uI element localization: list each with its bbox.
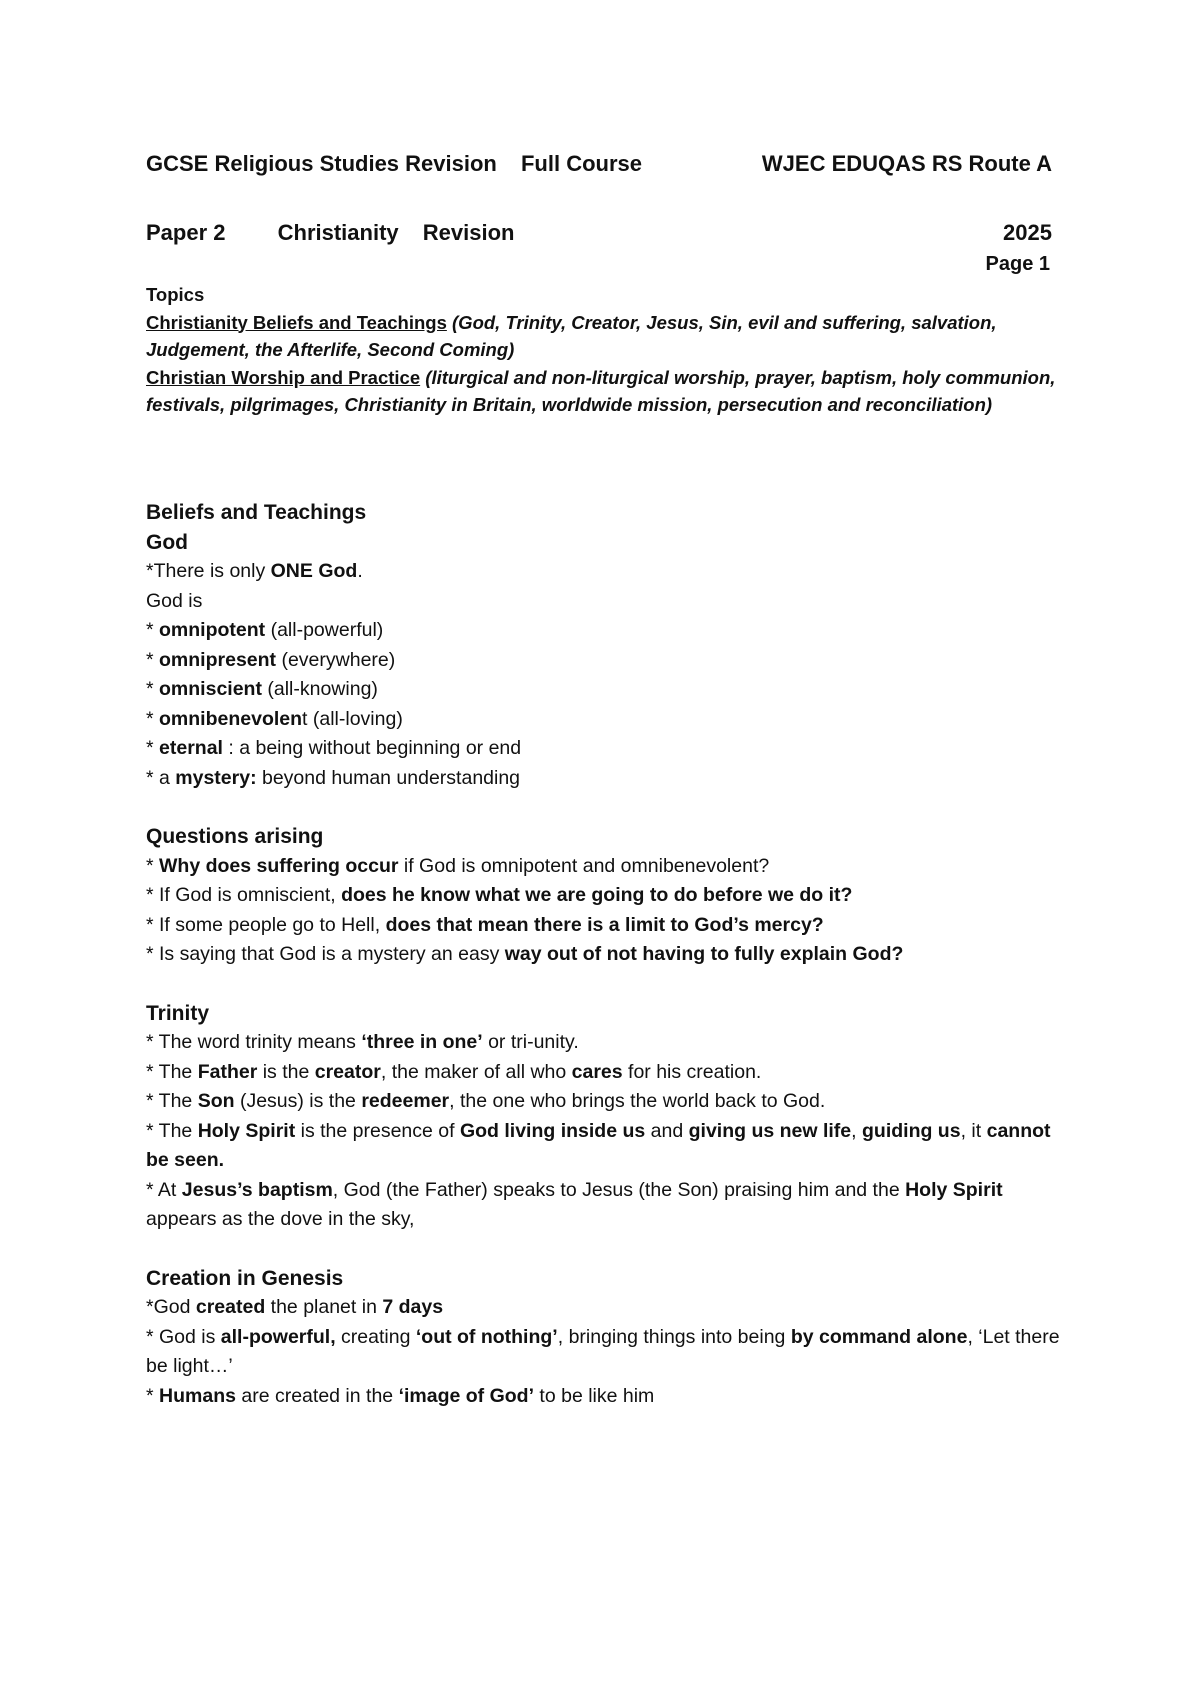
god-line: * omniscient (all-knowing) — [146, 678, 378, 700]
topic-worship-detail: (liturgical and non-liturgical worship, prayer, baptism, holy communion, festivals, pilgrimages, Christianity in Britain, worldwide mission, persecution and reconciliation) — [146, 366, 1056, 415]
creation-line: * God is all-powerful, creating ‘out of nothing’, bringing things into being by command alone, ‘Let there be light…’ — [146, 1325, 1060, 1377]
god-line: God is — [146, 589, 203, 612]
course-scope: Full Course — [520, 151, 642, 176]
topic-beliefs — [146, 309, 1056, 364]
notes-body — [146, 498, 1066, 1411]
section-heading-beliefs: Beliefs and Teachings — [146, 501, 367, 524]
paper-subject: Christianity — [277, 220, 399, 245]
section-heading-god: God — [146, 530, 188, 554]
trinity-line: * The word trinity means ‘three in one’ or tri-unity. — [146, 1031, 579, 1053]
page-number: Page 1 — [985, 253, 1050, 275]
topics-label: Topics — [146, 284, 205, 305]
topic-worship — [146, 364, 1056, 419]
exam-board: WJEC EDUQAS RS Route A — [761, 151, 1052, 176]
trinity-line: * The Holy Spirit is the presence of God living inside us and giving us new life, guiding us, it cannot be seen. — [146, 1119, 1051, 1171]
topics-block — [146, 281, 1056, 419]
paper-type: Revision — [422, 220, 515, 245]
header-line-2 — [146, 220, 1052, 246]
god-line: *There is only ONE God. — [146, 560, 363, 582]
god-line: * omnibenevolent (all-loving) — [146, 707, 403, 730]
section-heading-creation: Creation in Genesis — [146, 1266, 344, 1290]
question-line: * If God is omniscient, does he know what we are going to do before we do it? — [146, 884, 853, 906]
topic-beliefs-title: Christianity Beliefs and Teachings — [146, 311, 447, 333]
topic-beliefs-detail: (God, Trinity, Creator, Jesus, Sin, evil and suffering, salvation, Judgement, the Afterlife, Second Coming) — [146, 311, 997, 360]
section-heading-questions: Questions arising — [146, 825, 324, 848]
god-line: * eternal : a being without beginning or end — [146, 737, 522, 759]
question-line: * Why does suffering occur if God is omnipotent and omnibenevolent? — [146, 854, 770, 877]
question-line: * If some people go to Hell, does that mean there is a limit to God’s mercy? — [146, 913, 824, 936]
question-line: * Is saying that God is a mystery an easy way out of not having to fully explain God? — [146, 943, 904, 965]
course-title: GCSE Religious Studies Revision — [146, 151, 497, 176]
paper-number: Paper 2 — [146, 220, 226, 245]
creation-line: * Humans are created in the ‘image of God’ to be like him — [146, 1384, 655, 1407]
trinity-line: * At Jesus’s baptism, God (the Father) speaks to Jesus (the Son) praising him and the Holy Spirit appears as the dove in the sky, — [146, 1178, 1003, 1230]
header-line-1 — [146, 151, 1052, 177]
god-line: * omnipotent (all-powerful) — [146, 619, 384, 641]
trinity-line: * The Son (Jesus) is the redeemer, the one who brings the world back to God. — [146, 1090, 826, 1112]
god-line: * omnipresent (everywhere) — [146, 648, 396, 671]
section-heading-trinity: Trinity — [146, 1001, 210, 1025]
topic-worship-title: Christian Worship and Practice — [146, 366, 421, 388]
god-line: * a mystery: beyond human understanding — [146, 766, 521, 789]
creation-line: *God created the planet in 7 days — [146, 1296, 444, 1318]
trinity-line: * The Father is the creator, the maker of all who cares for his creation. — [146, 1060, 762, 1083]
year: 2025 — [1003, 220, 1052, 245]
